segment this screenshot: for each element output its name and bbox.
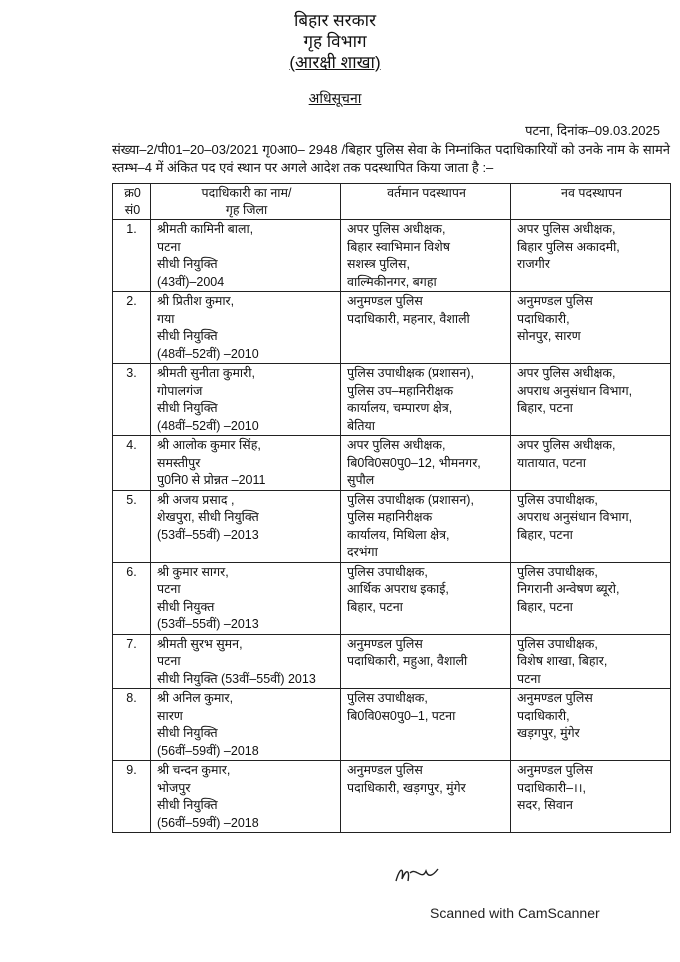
cell-new	[511, 562, 671, 634]
header-govt: बिहार सरकार	[293, 11, 377, 30]
table-row	[113, 364, 671, 436]
cell-line: अपर पुलिस अधीक्षक,	[347, 222, 446, 236]
cell-line: निगरानी अन्वेषण ब्यूरो,	[517, 582, 620, 596]
cell-line: सीधी नियुक्ति (53वीं–55वीं) 2013	[157, 671, 316, 686]
cell-line: गया	[157, 311, 175, 326]
cell-current	[341, 562, 511, 634]
header-text: क्र0	[124, 186, 141, 200]
cell-line: पदाधिकारी, महनार, वैशाली	[347, 311, 470, 326]
cell-line: पटना	[157, 239, 181, 254]
cell-line: बि0वि0स0पु0–1, पटना	[347, 708, 456, 723]
cell-current	[341, 364, 511, 436]
cell-line: अपर पुलिस अधीक्षक,	[517, 222, 616, 236]
cell-name	[151, 436, 341, 491]
cell-line: बिहार, पटना	[347, 599, 403, 614]
cell-line: भोजपुर	[157, 780, 191, 795]
cell-new	[511, 634, 671, 689]
cell-line: बि0वि0स0पु0–12, भीमनगर,	[347, 455, 481, 470]
cell-sn: 3.	[113, 364, 151, 436]
cell-line: (48वीं–52वीं) –2010	[157, 346, 259, 361]
cell-line: बिहार, पटना	[517, 401, 573, 415]
cell-line: पुलिस उपाधीक्षक,	[347, 691, 428, 705]
cell-line: पदाधिकारी,	[517, 708, 570, 723]
cell-line: पदाधिकारी–।।,	[517, 780, 586, 795]
cell-current	[341, 634, 511, 689]
cell-line: श्रीमती सुरभ सुमन,	[157, 636, 243, 651]
cell-current	[341, 436, 511, 491]
cell-name	[151, 761, 341, 833]
cell-line: गोपालगंज	[157, 383, 203, 398]
cell-sn: 7.	[113, 634, 151, 689]
cell-sn: 1.	[113, 220, 151, 292]
cell-line: श्रीमती कामिनी बाला,	[157, 222, 254, 236]
cell-line: अनुमण्डल पुलिस	[347, 636, 423, 651]
cell-line: (56वीं–59वीं) –2018	[157, 815, 259, 830]
cell-line: अपराध अनुसंधान विभाग,	[517, 510, 633, 524]
cell-line: श्री अनिल कुमार,	[157, 691, 234, 705]
cell-line: श्री कुमार सागर,	[157, 564, 229, 579]
cell-line: कार्यालय, चम्पारण क्षेत्र,	[347, 401, 453, 415]
cell-line: सीधी नियुक्ति	[157, 257, 218, 271]
cell-new	[511, 220, 671, 292]
cell-line: श्री चन्दन कुमार,	[157, 763, 231, 777]
cell-line: कार्यालय, मिथिला क्षेत्र,	[347, 527, 450, 542]
cell-line: बेतिया	[347, 418, 375, 433]
cell-line: पदाधिकारी, महुआ, वैशाली	[347, 654, 468, 668]
cell-line: खड़गपुर, मुंगेर	[517, 726, 580, 740]
cell-line: बिहार स्वाभिमान विशेष	[347, 239, 450, 254]
cell-name	[151, 562, 341, 634]
cell-line: बिहार पुलिस अकादमी,	[517, 239, 620, 254]
cell-line: पटना	[517, 671, 541, 686]
cell-line: पटना	[157, 582, 181, 596]
cell-line: अपर पुलिस अधीक्षक,	[517, 366, 616, 380]
cell-current	[341, 292, 511, 364]
cell-sn: 9.	[113, 761, 151, 833]
cell-line: (43वीं)–2004	[157, 274, 225, 289]
cell-line: शेखपुरा, सीधी नियुक्ति	[157, 510, 259, 524]
table-row	[113, 689, 671, 761]
cell-line: पु0नि0 से प्रोन्नत –2011	[157, 473, 266, 487]
cell-line: वाल्मिकीनगर, बगहा	[347, 274, 437, 289]
cell-line: अनुमण्डल पुलिस	[347, 763, 423, 777]
cell-name	[151, 220, 341, 292]
cell-line: सुपौल	[347, 473, 375, 487]
table-row	[113, 761, 671, 833]
cell-sn: 4.	[113, 436, 151, 491]
cell-sn: 8.	[113, 689, 151, 761]
header-branch: (आरक्षी शाखा)	[289, 53, 381, 72]
header-name	[151, 184, 341, 220]
table-row	[113, 490, 671, 562]
cell-new	[511, 292, 671, 364]
cell-line: पुलिस उपाधीक्षक,	[517, 492, 598, 507]
camscanner-watermark: Scanned with CamScanner	[430, 905, 600, 921]
cell-name	[151, 689, 341, 761]
cell-current	[341, 490, 511, 562]
cell-line: पुलिस उपाधीक्षक (प्रशासन),	[347, 492, 474, 507]
cell-line: अनुमण्डल पुलिस	[517, 763, 593, 777]
cell-line: अपराध अनुसंधान विभाग,	[517, 383, 633, 398]
header-text: सं0	[124, 203, 141, 217]
date-line: पटना, दिनांक–09.03.2025	[525, 123, 660, 138]
cell-name	[151, 364, 341, 436]
table-header-row	[113, 184, 671, 220]
cell-sn: 5.	[113, 490, 151, 562]
cell-line: सीधी नियुक्त	[157, 599, 215, 614]
cell-line: सीधी नियुक्ति	[157, 329, 218, 343]
cell-new	[511, 436, 671, 491]
cell-new	[511, 689, 671, 761]
cell-line: राजगीर	[517, 257, 551, 271]
cell-current	[341, 220, 511, 292]
cell-line: सदर, सिवान	[517, 798, 573, 812]
cell-line: श्री प्रितीश कुमार,	[157, 294, 235, 308]
header-sn	[113, 184, 151, 220]
cell-line: सोनपुर, सारण	[517, 329, 581, 343]
cell-name	[151, 490, 341, 562]
cell-sn: 2.	[113, 292, 151, 364]
cell-name	[151, 634, 341, 689]
cell-line: अपर पुलिस अधीक्षक,	[347, 438, 446, 452]
cell-line: सीधी नियुक्ति	[157, 726, 218, 740]
cell-line: अपर पुलिस अधीक्षक,	[517, 438, 616, 452]
cell-new	[511, 490, 671, 562]
cell-line: पुलिस उपाधीक्षक,	[517, 564, 598, 579]
cell-line: अनुमण्डल पुलिस	[517, 691, 593, 705]
cell-current	[341, 761, 511, 833]
table-row	[113, 292, 671, 364]
cell-line: पुलिस उपाधीक्षक,	[517, 636, 598, 651]
cell-line: समस्तीपुर	[157, 455, 201, 470]
cell-line: (53वीं–55वीं) –2013	[157, 527, 259, 542]
cell-line: पटना	[157, 654, 181, 668]
header-new: नव पदस्थापन	[511, 184, 671, 220]
cell-current	[341, 689, 511, 761]
cell-line: पदाधिकारी,	[517, 311, 570, 326]
cell-line: दरभंगा	[347, 545, 378, 559]
cell-line: सारण	[157, 708, 183, 723]
cell-line: यातायात, पटना	[517, 455, 586, 470]
cell-name	[151, 292, 341, 364]
posting-table	[112, 183, 671, 833]
cell-line: श्रीमती सुनीता कुमारी,	[157, 366, 255, 380]
cell-line: (56वीं–59वीं) –2018	[157, 743, 259, 758]
cell-line: सीधी नियुक्ति	[157, 798, 218, 812]
cell-line: पुलिस उपाधीक्षक,	[347, 564, 428, 579]
table-row	[113, 562, 671, 634]
intro-paragraph: संख्या–2/पी01–20–03/2021 गृ0आ0– 2948 /बिहार पुलिस सेवा के निम्नांकित पदाधिकारियों को उनके नाम के सामने स्तम्भ–4 में अंकित पद एवं स्थान पर अगले आदेश तक पदस्थापित किया जाता है :–	[112, 142, 670, 175]
signature	[392, 863, 442, 887]
table-row	[113, 220, 671, 292]
cell-line: बिहार, पटना	[517, 527, 573, 542]
table-row	[113, 634, 671, 689]
cell-line: श्री आलोक कुमार सिंह,	[157, 438, 261, 452]
cell-line: आर्थिक अपराध इकाई,	[347, 582, 449, 596]
notice-title: अधिसूचना	[308, 90, 362, 106]
cell-sn: 6.	[113, 562, 151, 634]
cell-new	[511, 761, 671, 833]
cell-line: पदाधिकारी, खड़गपुर, मुंगेर	[347, 780, 466, 795]
cell-line: (53वीं–55वीं) –2013	[157, 617, 259, 631]
header-department: गृह विभाग	[303, 32, 367, 51]
cell-line: विशेष शाखा, बिहार,	[517, 654, 608, 668]
cell-line: सीधी नियुक्ति	[157, 401, 218, 415]
cell-line: श्री अजय प्रसाद ,	[157, 492, 235, 507]
header-current: वर्तमान पदस्थापन	[341, 184, 511, 220]
header-text: पदाधिकारी का नाम/	[201, 186, 292, 200]
cell-line: अनुमण्डल पुलिस	[347, 294, 423, 308]
cell-line: बिहार, पटना	[517, 599, 573, 614]
cell-line: अनुमण्डल पुलिस	[517, 294, 593, 308]
cell-line: पुलिस उप–महानिरीक्षक	[347, 383, 454, 398]
cell-line: पुलिस महानिरीक्षक	[347, 510, 433, 524]
table-row	[113, 436, 671, 491]
cell-line: सशस्त्र पुलिस,	[347, 257, 410, 271]
cell-line: (48वीं–52वीं) –2010	[157, 418, 259, 433]
cell-new	[511, 364, 671, 436]
cell-line: पुलिस उपाधीक्षक (प्रशासन),	[347, 366, 474, 380]
header-text: गृह जिला	[225, 203, 268, 217]
